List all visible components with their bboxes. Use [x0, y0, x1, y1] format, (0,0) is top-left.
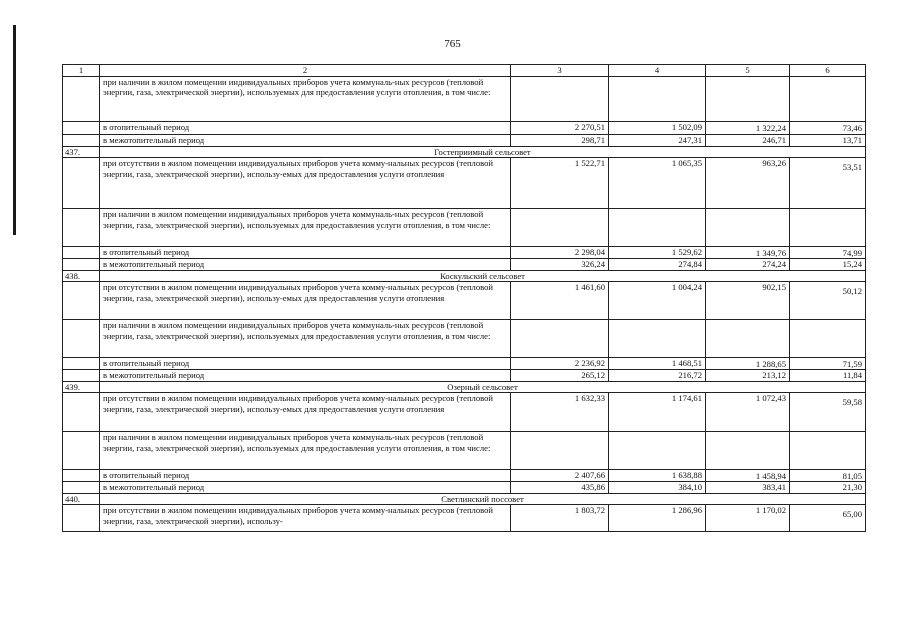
- value-col5: 1 458,94: [706, 470, 790, 482]
- section-name: Коскульский сельсовет: [100, 270, 866, 282]
- row-number-cell: [63, 134, 100, 146]
- value-col5: 1 170,02: [706, 505, 790, 532]
- table-row: [63, 158, 866, 209]
- value-col4: 1 065,35: [609, 158, 706, 209]
- row-description: в межотопительный период: [100, 259, 511, 271]
- row-description: при наличии в жилом помещении индивидуальных приборов учета коммуналь-ных ресурсов (тепловой энергии, газа, электрической энергии), используемых для предоставления услуги отопления, в том числе:: [100, 209, 511, 247]
- value-col4: 1 286,96: [609, 505, 706, 532]
- column-header: 2: [100, 65, 511, 77]
- value-col5: 274,24: [706, 259, 790, 271]
- section-name: Светлинский поссовет: [100, 493, 866, 505]
- value-col3: [511, 432, 609, 470]
- value-col5: 1 349,76: [706, 247, 790, 259]
- row-number-cell: [63, 393, 100, 432]
- value-col3: 2 407,66: [511, 470, 609, 482]
- value-col4: 1 468,51: [609, 358, 706, 370]
- row-number-cell: [63, 432, 100, 470]
- row-description: при отсутствии в жилом помещении индивидуальных приборов учета комму-нальных ресурсов (тепловой энергии, газа, электрической энергии), использу-: [100, 505, 511, 532]
- section-number: 437.: [63, 146, 100, 158]
- value-col5: 1 288,65: [706, 358, 790, 370]
- row-description: в межотопительный период: [100, 482, 511, 494]
- section-name: Гостеприимный сельсовет: [100, 146, 866, 158]
- row-description: в отопительный период: [100, 470, 511, 482]
- table-row: [63, 393, 866, 432]
- section-row: [63, 270, 866, 282]
- row-number-cell: [63, 259, 100, 271]
- row-description: при наличии в жилом помещении индивидуальных приборов учета коммуналь-ных ресурсов (тепловой энергии, газа, электрической энергии), используемых для предоставления услуги отопления, в том числе:: [100, 432, 511, 470]
- value-col6: 53,51: [790, 158, 866, 209]
- value-col3: 2 236,92: [511, 358, 609, 370]
- value-col5: 213,12: [706, 370, 790, 382]
- column-header: 1: [63, 65, 100, 77]
- table-row: [63, 470, 866, 482]
- value-col5: [706, 432, 790, 470]
- value-col6: 15,24: [790, 259, 866, 271]
- value-col5: 963,26: [706, 158, 790, 209]
- table-row: [63, 121, 866, 134]
- value-col3: 435,86: [511, 482, 609, 494]
- table-row: [63, 282, 866, 320]
- section-row: [63, 381, 866, 393]
- table-header-row: [63, 65, 866, 77]
- row-description: при отсутствии в жилом помещении индивидуальных приборов учета комму-нальных ресурсов (тепловой энергии, газа, электрической энергии), использу-емых для предоставления услуги отопления: [100, 282, 511, 320]
- table-row: [63, 370, 866, 382]
- table-row: [63, 320, 866, 358]
- row-number-cell: [63, 482, 100, 494]
- value-col3: 298,71: [511, 134, 609, 146]
- value-col6: 50,12: [790, 282, 866, 320]
- value-col5: [706, 76, 790, 121]
- row-number-cell: [63, 158, 100, 209]
- row-description: при наличии в жилом помещении индивидуальных приборов учета коммуналь-ных ресурсов (тепловой энергии, газа, электрической энергии), используемых для предоставления услуги отопления, в том числе:: [100, 76, 511, 121]
- value-col5: [706, 209, 790, 247]
- table-row: [63, 505, 866, 532]
- value-col6: 13,71: [790, 134, 866, 146]
- tariff-table: [62, 64, 866, 532]
- value-col6: 81,05: [790, 470, 866, 482]
- value-col4: [609, 209, 706, 247]
- row-description: в межотопительный период: [100, 370, 511, 382]
- column-header: 3: [511, 65, 609, 77]
- value-col6: [790, 432, 866, 470]
- value-col6: 71,59: [790, 358, 866, 370]
- row-description: при отсутствии в жилом помещении индивидуальных приборов учета комму-нальных ресурсов (тепловой энергии, газа, электрической энергии), использу-емых для предоставления услуги отопления: [100, 158, 511, 209]
- value-col3: 2 298,04: [511, 247, 609, 259]
- value-col4: 247,31: [609, 134, 706, 146]
- value-col3: [511, 320, 609, 358]
- value-col3: [511, 209, 609, 247]
- row-number-cell: [63, 470, 100, 482]
- row-description: в межотопительный период: [100, 134, 511, 146]
- row-description: в отопительный период: [100, 247, 511, 259]
- table-row: [63, 482, 866, 494]
- value-col4: [609, 320, 706, 358]
- value-col4: [609, 76, 706, 121]
- scan-margin-bar: [13, 25, 16, 235]
- value-col3: 2 270,51: [511, 121, 609, 134]
- value-col4: 274,84: [609, 259, 706, 271]
- value-col3: 265,12: [511, 370, 609, 382]
- value-col5: [706, 320, 790, 358]
- section-number: 439.: [63, 381, 100, 393]
- value-col4: 1 174,61: [609, 393, 706, 432]
- value-col3: 1 461,60: [511, 282, 609, 320]
- value-col6: 65,00: [790, 505, 866, 532]
- table-row: [63, 259, 866, 271]
- value-col3: [511, 76, 609, 121]
- value-col4: [609, 432, 706, 470]
- value-col6: [790, 320, 866, 358]
- row-number-cell: [63, 121, 100, 134]
- value-col6: 73,46: [790, 121, 866, 134]
- value-col6: 21,30: [790, 482, 866, 494]
- value-col5: 1 322,24: [706, 121, 790, 134]
- page-number: 765: [444, 38, 461, 50]
- row-number-cell: [63, 320, 100, 358]
- value-col4: 1 502,09: [609, 121, 706, 134]
- table-row: [63, 134, 866, 146]
- value-col4: 216,72: [609, 370, 706, 382]
- row-description: при отсутствии в жилом помещении индивидуальных приборов учета комму-нальных ресурсов (тепловой энергии, газа, электрической энергии), использу-емых для предоставления услуги отопления: [100, 393, 511, 432]
- table-row: [63, 76, 866, 121]
- row-number-cell: [63, 370, 100, 382]
- value-col4: 1 529,62: [609, 247, 706, 259]
- row-number-cell: [63, 247, 100, 259]
- table-row: [63, 209, 866, 247]
- section-number: 438.: [63, 270, 100, 282]
- row-description: в отопительный период: [100, 358, 511, 370]
- value-col6: 74,99: [790, 247, 866, 259]
- value-col3: 1 522,71: [511, 158, 609, 209]
- row-number-cell: [63, 282, 100, 320]
- value-col6: 59,58: [790, 393, 866, 432]
- value-col3: 326,24: [511, 259, 609, 271]
- value-col4: 384,10: [609, 482, 706, 494]
- section-name: Озерный сельсовет: [100, 381, 866, 393]
- table-row: [63, 358, 866, 370]
- table-row: [63, 432, 866, 470]
- column-header: 6: [790, 65, 866, 77]
- row-description: в отопительный период: [100, 121, 511, 134]
- row-description: при наличии в жилом помещении индивидуальных приборов учета коммуналь-ных ресурсов (тепловой энергии, газа, электрической энергии), используемых для предоставления услуги отопления, в том числе:: [100, 320, 511, 358]
- table-row: [63, 247, 866, 259]
- column-header: 5: [706, 65, 790, 77]
- section-row: [63, 146, 866, 158]
- value-col6: [790, 209, 866, 247]
- row-number-cell: [63, 209, 100, 247]
- value-col5: 383,41: [706, 482, 790, 494]
- row-number-cell: [63, 358, 100, 370]
- section-number: 440.: [63, 493, 100, 505]
- value-col5: 902,15: [706, 282, 790, 320]
- value-col5: 1 072,43: [706, 393, 790, 432]
- column-header: 4: [609, 65, 706, 77]
- row-number-cell: [63, 505, 100, 532]
- value-col6: [790, 76, 866, 121]
- value-col3: 1 632,33: [511, 393, 609, 432]
- value-col5: 246,71: [706, 134, 790, 146]
- value-col3: 1 803,72: [511, 505, 609, 532]
- value-col6: 11,84: [790, 370, 866, 382]
- row-number-cell: [63, 76, 100, 121]
- section-row: [63, 493, 866, 505]
- value-col4: 1 004,24: [609, 282, 706, 320]
- value-col4: 1 638,88: [609, 470, 706, 482]
